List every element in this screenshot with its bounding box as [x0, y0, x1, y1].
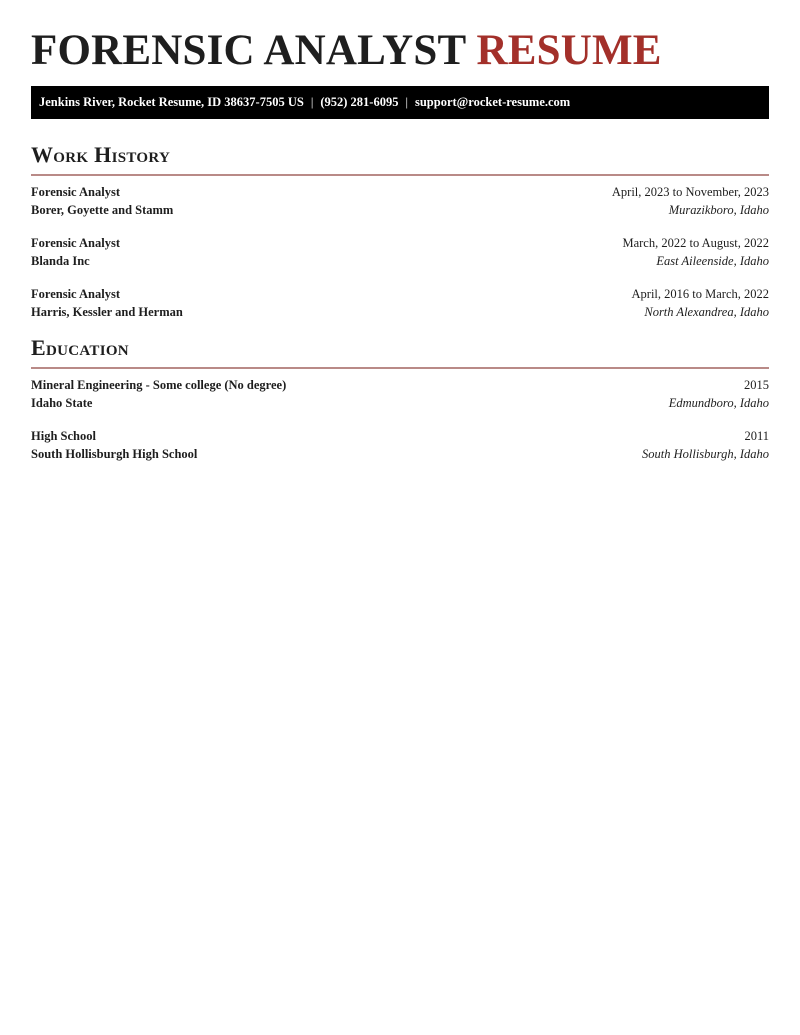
graduation-year: 2015	[744, 378, 769, 392]
contact-email[interactable]: support@rocket-resume.com	[414, 95, 571, 109]
work-entry	[31, 184, 769, 219]
job-title: Forensic Analyst	[31, 185, 121, 199]
education-section	[31, 334, 769, 463]
job-dates: April, 2023 to November, 2023	[611, 185, 769, 199]
school-name: Idaho State	[31, 395, 93, 410]
title-accent: RESUME	[476, 27, 662, 74]
section-heading-work-history: Work History	[31, 142, 171, 167]
school-location: Edmundboro, Idaho	[668, 395, 769, 410]
job-title: Forensic Analyst	[31, 287, 121, 301]
company-name: Harris, Kessler and Herman	[31, 304, 183, 319]
school-name: South Hollisburgh High School	[31, 446, 198, 461]
school-location: South Hollisburgh, Idaho	[642, 446, 769, 461]
work-entry	[31, 235, 769, 270]
job-dates: April, 2016 to March, 2022	[631, 287, 769, 301]
section-divider	[31, 367, 769, 369]
resume-page	[31, 0, 769, 463]
degree-name: High School	[31, 429, 96, 443]
job-dates: March, 2022 to August, 2022	[622, 236, 769, 250]
company-name: Blanda Inc	[31, 253, 90, 268]
degree-name: Mineral Engineering - Some college (No degree)	[31, 378, 287, 392]
work-history-section	[31, 141, 769, 321]
contact-separator: |	[310, 95, 314, 109]
section-heading-education: Education	[31, 335, 129, 360]
contact-phone: (952) 281-6095	[320, 95, 399, 109]
contact-address: Jenkins River, Rocket Resume, ID 38637-7505 US	[39, 95, 304, 109]
title-main: FORENSIC ANALYST	[31, 27, 466, 74]
company-name: Borer, Goyette and Stamm	[31, 202, 174, 217]
education-entry	[31, 428, 769, 463]
job-title: Forensic Analyst	[31, 236, 121, 250]
work-entry	[31, 286, 769, 321]
education-entry	[31, 377, 769, 412]
job-location: Murazikboro, Idaho	[668, 202, 769, 217]
resume-title	[31, 0, 769, 76]
job-location: North Alexandrea, Idaho	[644, 304, 769, 319]
contact-separator: |	[405, 95, 408, 109]
contact-bar	[31, 86, 769, 119]
graduation-year: 2011	[744, 429, 769, 443]
section-divider	[31, 174, 769, 176]
job-location: East Aileenside, Idaho	[656, 253, 769, 268]
